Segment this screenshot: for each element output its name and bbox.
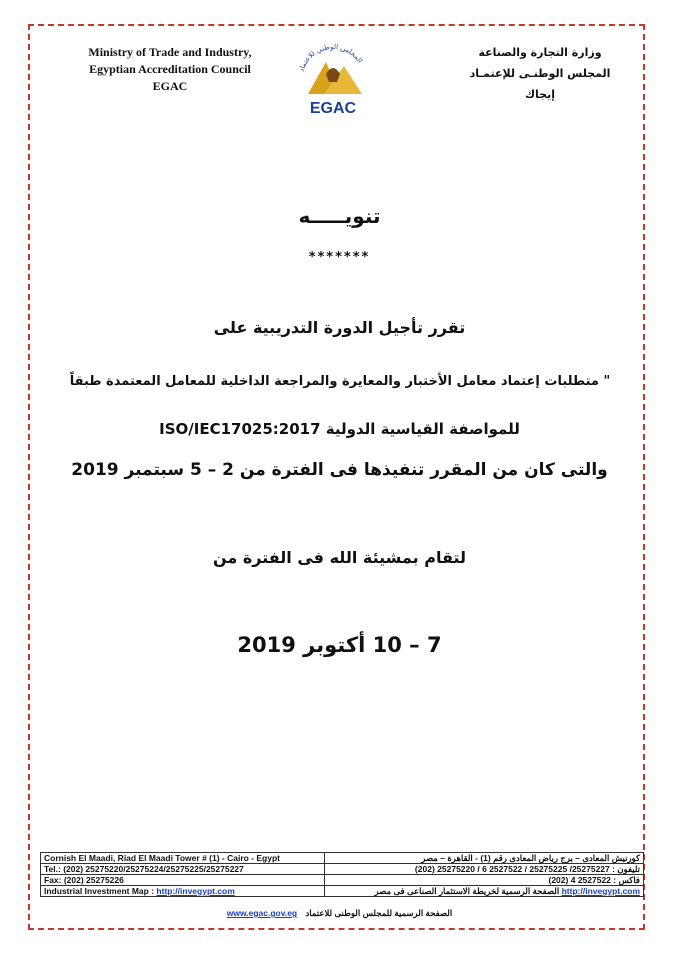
address-en: Cornish El Maadi, Riad El Maadi Tower # (1) - Cairo - Egypt <box>41 853 325 864</box>
footer-row-fax <box>41 875 644 886</box>
egac-logo <box>288 36 378 118</box>
ministry-name-ar: وزارة التجارة والصناعة <box>478 46 602 59</box>
tel-en: Tel.: (202) 25275220/25275224/25275225/25275227 <box>41 864 325 875</box>
header-arabic <box>440 42 640 105</box>
address-ar: كورنيش المعادى – برج رياض المعادى رقم (1) - القاهرة – مصر <box>325 853 644 864</box>
website-link[interactable]: www.egac.gov.eg <box>226 908 298 918</box>
course-title-line: " متطلبات إعتماد معامل الأختبار والمعايرة والمراجعة الداخلية للمعامل المعتمدة طبقاً <box>69 374 611 389</box>
stars-separator: ******* <box>308 250 371 265</box>
header-english <box>60 44 280 95</box>
council-name-en: Egyptian Accreditation Council <box>89 62 251 76</box>
map-ar <box>325 886 644 897</box>
standard-line: للمواصفة القياسية الدولية ISO/IEC17025:2017 <box>159 420 520 438</box>
map-en-link[interactable]: http://invegypt.com <box>156 886 235 896</box>
map-ar-link[interactable]: http://invegypt.com <box>561 886 640 896</box>
footer-contact-table <box>40 852 644 897</box>
original-dates-line: والتى كان من المقرر تنفيذها فى الفترة من 2 – 5 سبتمبر 2019 <box>71 460 608 480</box>
logo-egac-text: EGAC <box>309 100 357 117</box>
footer-row-map <box>41 886 644 897</box>
website-label: الصفحة الرسمية للمجلس الوطنى للاعتماد <box>305 908 453 918</box>
fax-ar: فاكس : 2527522 4 (202) <box>325 875 644 886</box>
website-line <box>0 908 679 919</box>
map-en <box>41 886 325 897</box>
footer-row-tel <box>41 864 644 875</box>
fax-en: Fax: (202) 25275226 <box>41 875 325 886</box>
council-abbr-en: EGAC <box>152 79 188 93</box>
ministry-name-en: Ministry of Trade and Industry, <box>88 45 252 59</box>
new-dates: 7 – 10 أكتوبر 2019 <box>237 633 442 657</box>
postponement-line: تقرر تأجيل الدورة التدريبية على <box>213 318 466 337</box>
logo-arabic-text: المجلس الوطني للاعتماد <box>297 42 365 73</box>
council-name-ar: المجلس الوطنـى للإعتمـاد <box>469 67 611 80</box>
new-dates-intro: لتقام بمشيئة الله فى الفترة من <box>212 548 467 567</box>
footer-row-address <box>41 853 644 864</box>
map-en-label: Industrial Investment Map : <box>44 886 155 896</box>
tel-ar: تليفون : 25275227/ 25275225 / 2527522 6 / 25275220 (202) <box>325 864 644 875</box>
notice-title: تنويـــــه <box>298 204 381 228</box>
map-ar-label: الصفحة الرسمية لخريطة الاستثمار الصناعى فى مصر <box>374 886 560 896</box>
council-abbr-ar: إيجاك <box>524 88 556 101</box>
